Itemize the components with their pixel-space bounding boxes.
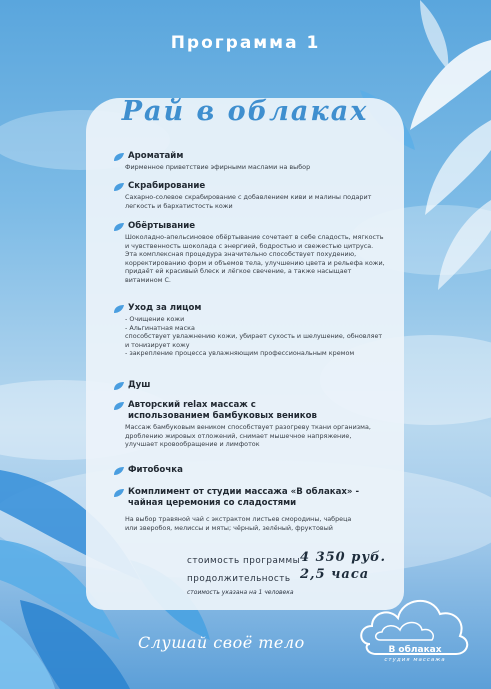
cost-value: 4 350 руб. <box>300 550 387 565</box>
leaf-icon <box>113 222 125 232</box>
section-desc: Сахарно-солевое скрабирование с добавлением киви и малины подарит легкость и бархатистость кожи <box>125 193 372 210</box>
section-title: Скрабирование <box>128 181 206 191</box>
leaf-icon <box>113 488 125 498</box>
section-aromatime <box>113 151 385 172</box>
leaf-icon <box>113 304 125 314</box>
section-massage <box>113 400 385 449</box>
section-desc-line: - Альгинатная маска <box>125 323 195 332</box>
leaf-icon <box>113 401 125 411</box>
main-title: Рай в облаках <box>121 96 369 127</box>
section-desc: Фирменное приветствие эфирными маслами на выбор <box>125 163 311 171</box>
section-desc-line: - Очищение кожи <box>125 315 185 323</box>
section-shower <box>113 380 385 391</box>
leaf-icon <box>113 381 125 391</box>
leaf-icon <box>113 466 125 476</box>
leaf-icon <box>113 182 125 192</box>
section-phytobarrel <box>113 465 385 476</box>
program-title: Программа 1 <box>170 33 321 53</box>
section-desc: На выбор травяной чай с экстрактом листьев смородины, чабреца или зверобоя, мелиссы и мяты; чёрный, зелёный, фруктовый <box>125 515 352 532</box>
leaf-icon <box>113 152 125 162</box>
section-wrap <box>113 221 385 285</box>
section-title: Душ <box>128 380 151 390</box>
section-title: Ароматайм <box>128 151 184 161</box>
section-tea-ceremony <box>113 487 385 532</box>
duration-label: продолжительность <box>187 574 291 584</box>
section-title: Фитобочка <box>128 465 183 475</box>
price-note: стоимость указана на 1 человека <box>187 589 294 596</box>
section-desc: Массаж бамбуковым веником способствует разогреву ткани организма, дроблению жировых отложений, снимает мышечное напряжение, улучшает кровообращение и лимфоток <box>125 423 371 449</box>
section-title: Уход за лицом <box>128 303 202 313</box>
section-desc: Шоколадно-апельсиновое обёртывание сочетает в себе сладость, мягкость и чувственность шоколада с энергией, бодростью и свежестью цитруса. Эта комплексная процедура значительно способствует похудению, корректированию форм и объемов тела, улучшению цвета и рельефа кожи, придаёт ей красивый блеск и лёгкое свечение, а также насыщает витамином С. <box>125 233 385 284</box>
section-title: Авторский relax массаж с использованием бамбуковых веников <box>128 400 317 421</box>
section-face-care <box>113 303 385 358</box>
section-title: Обёртывание <box>128 221 196 231</box>
section-scrub <box>113 181 385 210</box>
logo-subtitle: студия массажа <box>384 657 446 663</box>
section-desc-line: - закрепление процесса увлажняющим профессиональным кремом <box>125 349 355 358</box>
slogan: Слушай своё тело <box>138 633 305 652</box>
section-desc-line: способствует увлажнению кожи, убирает сухость и шелушение, обновляет и тонизирует кожу <box>125 332 383 349</box>
logo-name: В облаках <box>388 645 442 655</box>
section-title: Комплимент от студии массажа «В облаках» - чайная церемония со сладостями <box>128 487 360 508</box>
duration-value: 2,5 часа <box>300 567 370 582</box>
cost-label: стоимость программы <box>187 556 301 566</box>
